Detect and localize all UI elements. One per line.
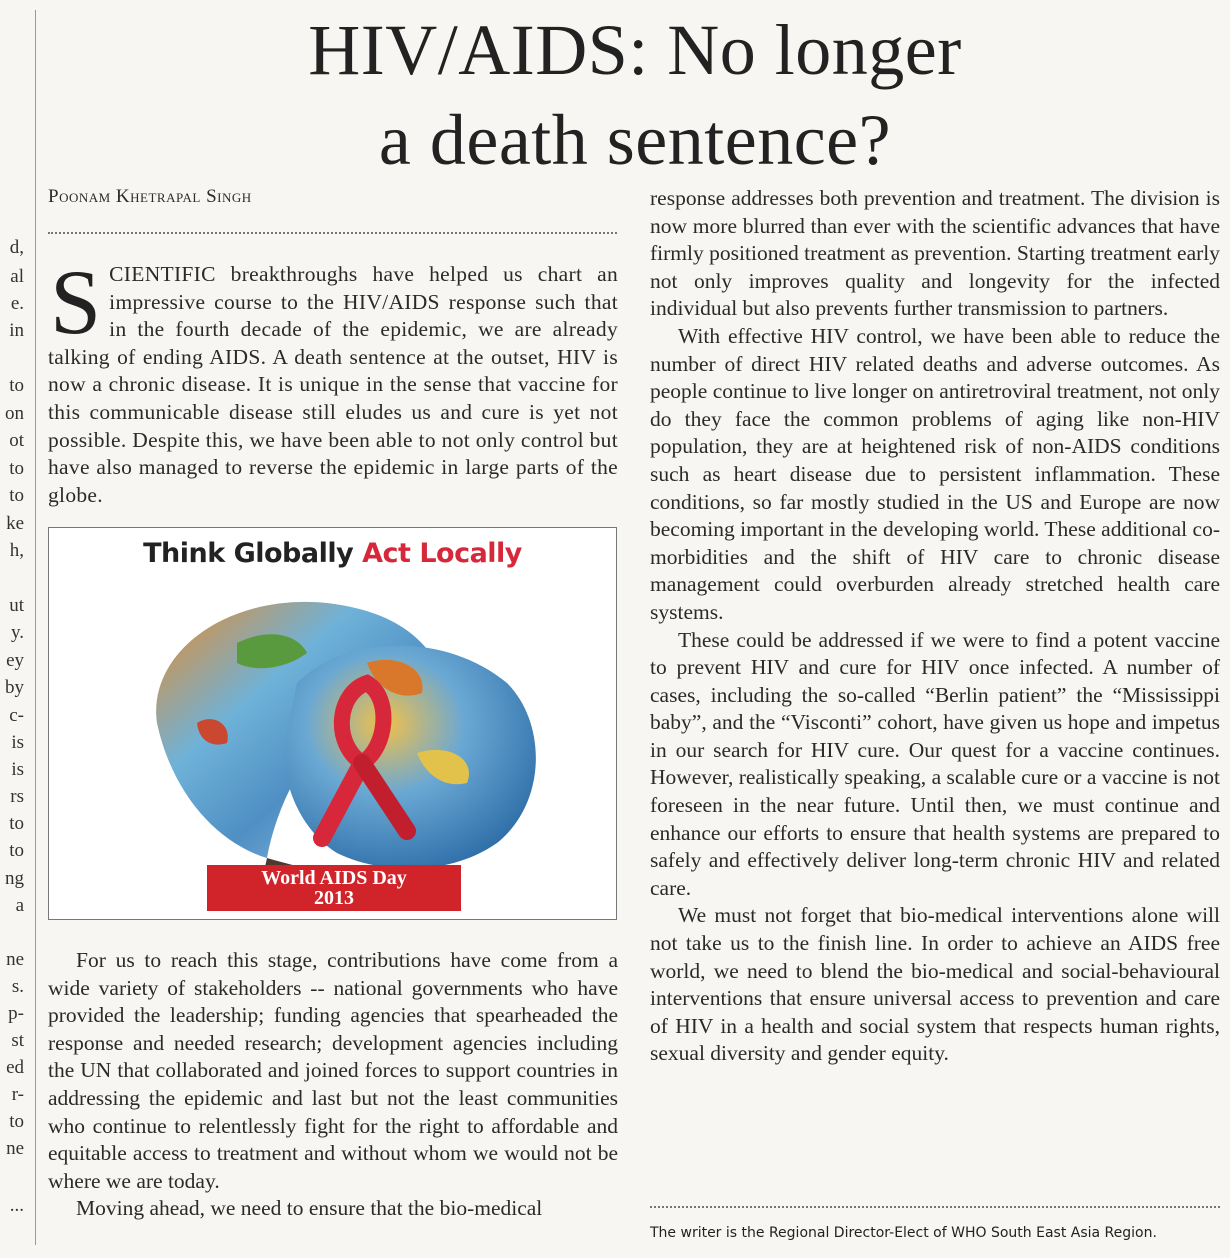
edge-fragment: is: [11, 759, 24, 780]
image-heading-act: Act Locally: [362, 538, 522, 569]
lead-paragraph: [48, 251, 618, 509]
edge-fragment: to: [9, 485, 24, 506]
left-column-bottom: [48, 947, 618, 1223]
paragraph-moving-ahead-start: Moving ahead, we need to ensure that the bio-medical: [76, 1196, 543, 1221]
edge-fragment: ne: [6, 949, 24, 970]
world-aids-day-banner: [207, 865, 461, 911]
world-aids-day-image: [48, 527, 617, 920]
edge-fragment: h,: [9, 540, 24, 561]
edge-fragment: ed: [6, 1057, 24, 1078]
left-column-top: [48, 251, 618, 509]
clasped-hands-globe-illustration: [117, 573, 557, 903]
edge-fragment: y.: [10, 622, 24, 643]
edge-fragment: st: [11, 1030, 24, 1051]
author-footnote: The writer is the Regional Director-Elect of WHO South East Asia Region.: [650, 1225, 1157, 1241]
banner-title: World AIDS Day: [261, 867, 407, 889]
edge-fragment: e.: [10, 293, 24, 314]
edge-fragment: is: [11, 732, 24, 753]
edge-fragment: to: [9, 840, 24, 861]
edge-fragment: ne: [6, 1138, 24, 1159]
paragraph-stakeholders: For us to reach this stage, contributions have come from a wide variety of stakeholders -- national governments who have provided the leadership; funding agencies that spearheaded the response and needed research; development agencies including the UN that collaborated and joined forces to support countries in addressing the epidemic and last but not the least communities who continue to relentlessly fight for the right to affordable and equitable access to treatment and without whom we would not be where we are today.: [48, 948, 618, 1193]
edge-fragment: r-: [11, 1084, 24, 1105]
edge-fragment: p-: [8, 1003, 24, 1024]
edge-fragment: ot: [9, 430, 24, 451]
edge-fragment: ...: [9, 1195, 24, 1216]
image-heading: [49, 538, 616, 569]
edge-fragment: in: [9, 320, 24, 341]
edge-fragment: c-: [9, 705, 24, 726]
edge-fragment: to: [9, 1111, 24, 1132]
edge-fragment: by: [5, 677, 24, 698]
edge-fragment: al: [10, 266, 24, 287]
headline-line-1: HIV/AIDS: No longer: [308, 10, 962, 90]
drop-cap: S: [50, 251, 102, 353]
image-heading-think: Think Globally: [143, 538, 354, 569]
edge-fragment: d,: [9, 237, 24, 258]
edge-fragment: a: [15, 895, 24, 916]
adjacent-column-fragments: [0, 0, 26, 1258]
paragraph-vaccine-cure: These could be addressed if we were to find a potent vaccine to prevent HIV and cure for HIV once infected. A number of cases, including the so-called “Berlin patient” the “Mississippi baby”, and the “Visconti” cohort, have given us hope and impetus in our search for HIV cure. Our quest for a vaccine continues. However, realistically speaking, a scalable cure or a vaccine is not foreseen in the near future. Until then, we must continue and enhance our efforts to ensure that health systems are prepared to safely and effectively deliver long-term chronic HIV and related care.: [650, 627, 1220, 900]
edge-fragment: ke: [6, 513, 24, 534]
edge-fragment: ut: [9, 595, 24, 616]
byline: Poonam Khetrapal Singh: [48, 186, 252, 207]
column-divider: [35, 10, 36, 1245]
edge-fragment: rs: [10, 786, 24, 807]
paragraph-moving-ahead-cont: response addresses both prevention and treatment. The division is now more blurred than ever with the scientific advances that have firmly positioned treatment as prevention. Starting treatment early not only improves quality and longevity for the infected individual but also prevents further transmission to partners.: [650, 186, 1220, 321]
edge-fragment: to: [9, 375, 24, 396]
byline-divider: [48, 232, 617, 234]
edge-fragment: s.: [11, 976, 24, 997]
headline-line-2: a death sentence?: [378, 100, 892, 180]
edge-fragment: to: [9, 813, 24, 834]
edge-fragment: on: [5, 403, 24, 424]
right-column: [650, 185, 1220, 1068]
edge-fragment: to: [9, 458, 24, 479]
paragraph-hiv-control: With effective HIV control, we have been able to reduce the number of direct HIV related deaths and adverse outcomes. As people continue to live longer on antiretroviral treatment, not only do they face the common problems of aging like non-HIV population, they are at heightened risk of non-AIDS conditions such as heart disease due to persistent inflammation. These conditions, so far mostly studied in the US and Europe are now becoming important in the developing world. These additional co-morbidities and the shift of HIV care to chronic disease management could overburden already stretched health care systems.: [650, 323, 1220, 624]
paragraph-finish-line: We must not forget that bio-medical interventions alone will not take us to the finish line. In order to achieve an AIDS free world, we need to blend the bio-medical and social-behavioural interventions that ensure universal access to prevention and care of HIV in a health and social system that respects human rights, sexual diversity and gender equity.: [650, 903, 1220, 1066]
banner-year: 2013: [314, 887, 354, 909]
edge-fragment: ey: [6, 650, 24, 671]
headline: [40, 5, 1230, 185]
footnote-divider: [650, 1206, 1220, 1208]
lead-text: CIENTIFIC breakthroughs have helped us chart an impressive course to the HIV/AIDS response such that in the fourth decade of the epidemic, we are already talking of ending AIDS. A death sentence at the outset, HIV is now a chronic disease. It is unique in the sense that vaccine for this communicable disease still eludes us and cure is yet not possible. Despite this, we have been able to not only control but have also managed to reverse the epidemic in large parts of the globe.: [48, 262, 618, 507]
edge-fragment: ng: [5, 868, 24, 889]
